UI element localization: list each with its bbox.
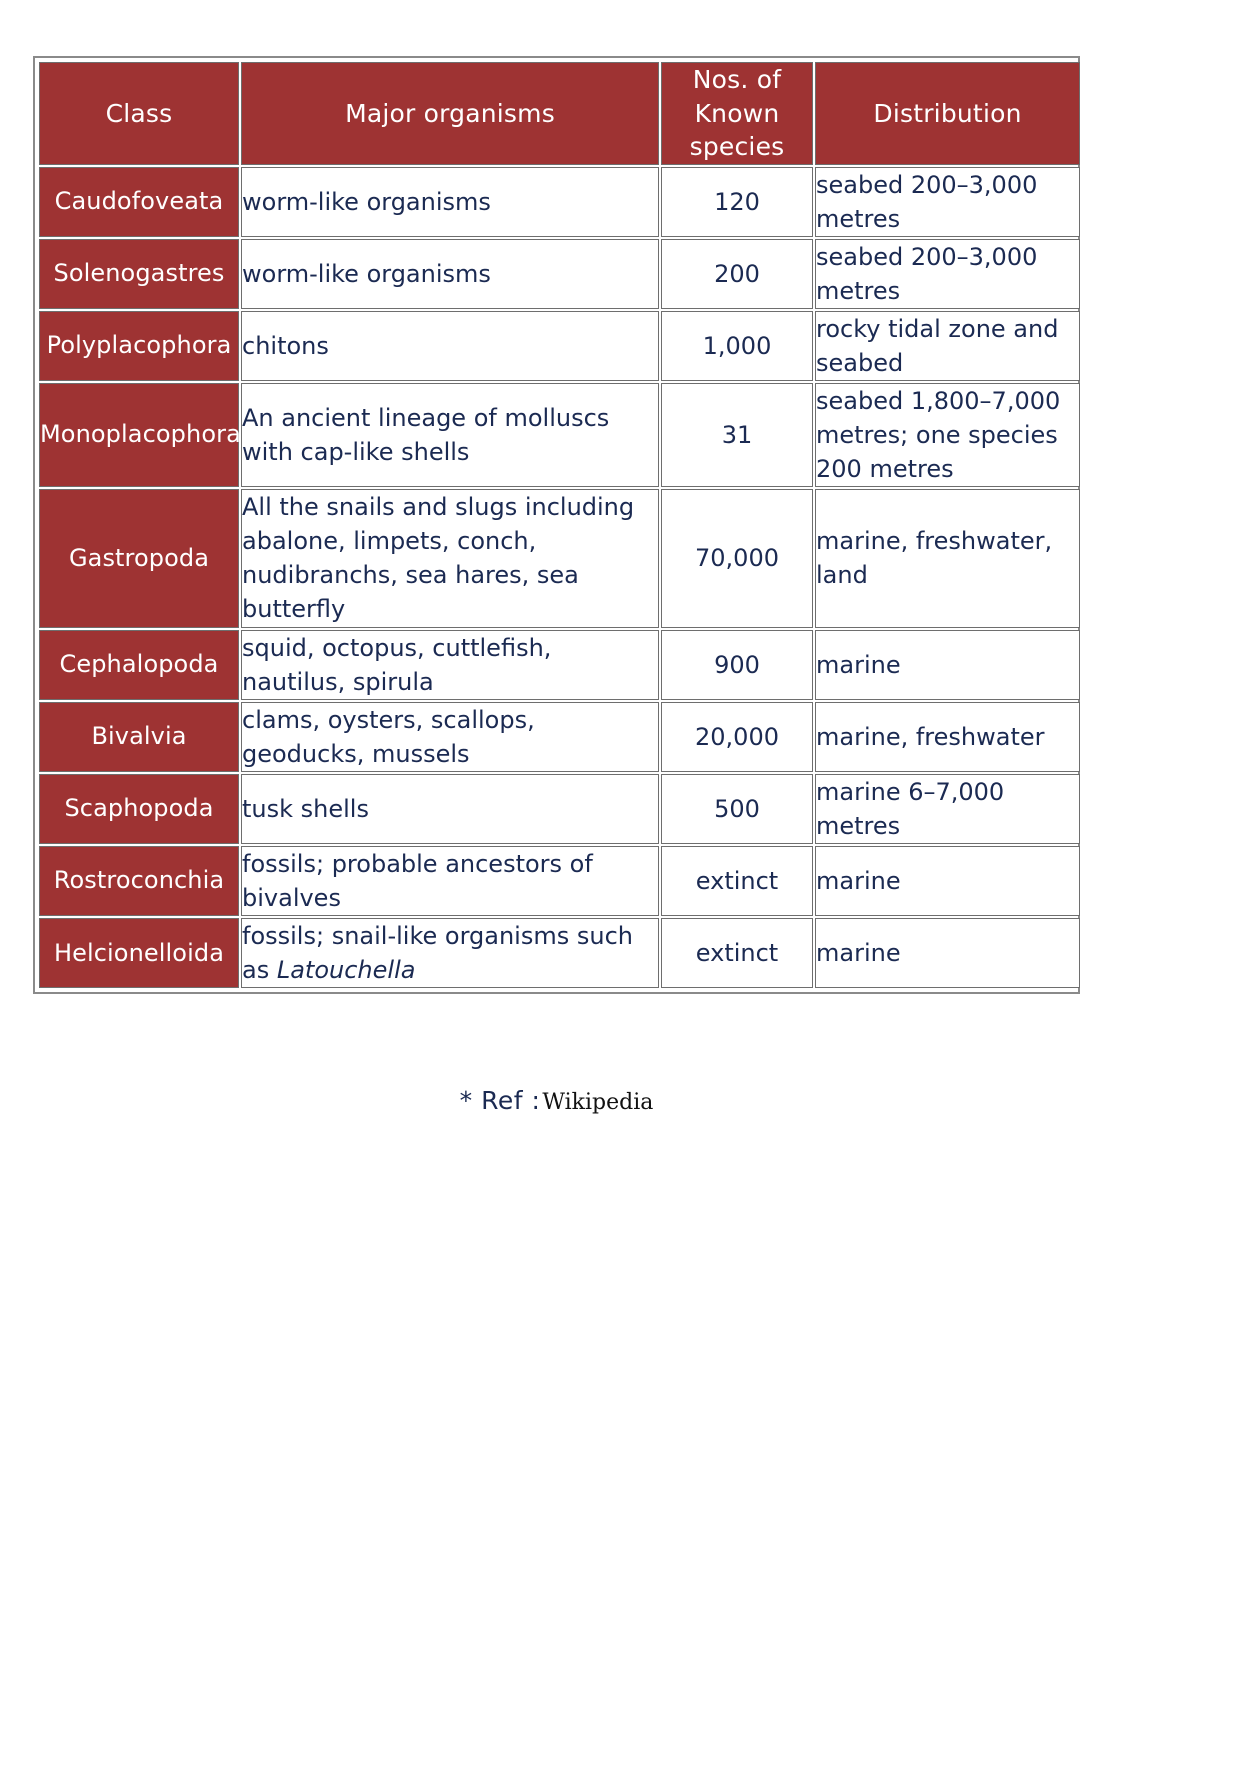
table-row xyxy=(39,774,1080,844)
column-header-major-organisms: Major organisms xyxy=(241,62,659,165)
cell-distribution: marine, freshwater xyxy=(815,702,1080,772)
cell-distribution: marine xyxy=(815,846,1080,916)
column-header-distribution: Distribution xyxy=(815,62,1080,165)
table-header xyxy=(39,62,1080,165)
cell-known-species: 1,000 xyxy=(661,311,813,381)
cell-distribution: seabed 1,800–7,000 metres; one species 200 metres xyxy=(815,383,1080,487)
cell-distribution: marine, freshwater, land xyxy=(815,489,1080,627)
table-row xyxy=(39,167,1080,237)
cell-known-species: 200 xyxy=(661,239,813,309)
cell-class: Caudofoveata xyxy=(39,167,239,237)
header-species-line-2: Known xyxy=(694,98,780,128)
table-row xyxy=(39,383,1080,487)
cell-distribution: rocky tidal zone and seabed xyxy=(815,311,1080,381)
reference-source: Wikipedia xyxy=(542,1090,654,1115)
column-header-class: Class xyxy=(39,62,239,165)
header-row xyxy=(39,62,1080,165)
cell-distribution: marine 6–7,000 metres xyxy=(815,774,1080,844)
organisms-text-species-italic: Latouchella xyxy=(276,956,416,985)
cell-class: Polyplacophora xyxy=(39,311,239,381)
mollusc-class-table-frame xyxy=(33,56,1080,994)
cell-known-species: extinct xyxy=(661,918,813,988)
cell-major-organisms xyxy=(241,918,659,988)
cell-known-species: 20,000 xyxy=(661,702,813,772)
table-row xyxy=(39,918,1080,988)
cell-major-organisms: squid, octopus, cuttlefish, nautilus, spirula xyxy=(241,630,659,700)
header-species-line-1: Nos. of xyxy=(692,65,782,94)
table-row xyxy=(39,702,1080,772)
cell-major-organisms: clams, oysters, scallops, geoducks, mussels xyxy=(241,702,659,772)
table-row xyxy=(39,489,1080,627)
cell-major-organisms: An ancient lineage of molluscs with cap-like shells xyxy=(241,383,659,487)
cell-known-species: 31 xyxy=(661,383,813,487)
cell-known-species: 900 xyxy=(661,630,813,700)
cell-known-species: 120 xyxy=(661,167,813,237)
cell-major-organisms: All the snails and slugs including abalone, limpets, conch, nudibranchs, sea hares, sea butterfly xyxy=(241,489,659,627)
cell-major-organisms: fossils; probable ancestors of bivalves xyxy=(241,846,659,916)
table-row xyxy=(39,846,1080,916)
cell-class: Helcionelloida xyxy=(39,918,239,988)
table-row xyxy=(39,311,1080,381)
table-row xyxy=(39,630,1080,700)
reference-label: * Ref : xyxy=(459,1086,541,1115)
cell-major-organisms: worm-like organisms xyxy=(241,167,659,237)
cell-distribution: marine xyxy=(815,918,1080,988)
cell-class: Solenogastres xyxy=(39,239,239,309)
cell-distribution: marine xyxy=(815,630,1080,700)
cell-class: Cephalopoda xyxy=(39,630,239,700)
table-body xyxy=(39,167,1080,989)
cell-class: Rostroconchia xyxy=(39,846,239,916)
reference-footnote xyxy=(33,1086,1080,1115)
organisms-text-prefix: fossils; snail-like organisms such as xyxy=(242,922,633,985)
cell-major-organisms: tusk shells xyxy=(241,774,659,844)
header-species-line-3: species xyxy=(689,132,785,161)
table-row xyxy=(39,239,1080,309)
cell-distribution: seabed 200–3,000 metres xyxy=(815,167,1080,237)
cell-known-species: 70,000 xyxy=(661,489,813,627)
cell-class: Monoplacophora xyxy=(39,383,239,487)
column-header-nos-known-species xyxy=(661,62,813,165)
cell-class: Gastropoda xyxy=(39,489,239,627)
cell-class: Scaphopoda xyxy=(39,774,239,844)
cell-distribution: seabed 200–3,000 metres xyxy=(815,239,1080,309)
mollusc-class-table xyxy=(37,60,1082,990)
cell-major-organisms: worm-like organisms xyxy=(241,239,659,309)
cell-known-species: 500 xyxy=(661,774,813,844)
cell-major-organisms: chitons xyxy=(241,311,659,381)
cell-known-species: extinct xyxy=(661,846,813,916)
cell-class: Bivalvia xyxy=(39,702,239,772)
